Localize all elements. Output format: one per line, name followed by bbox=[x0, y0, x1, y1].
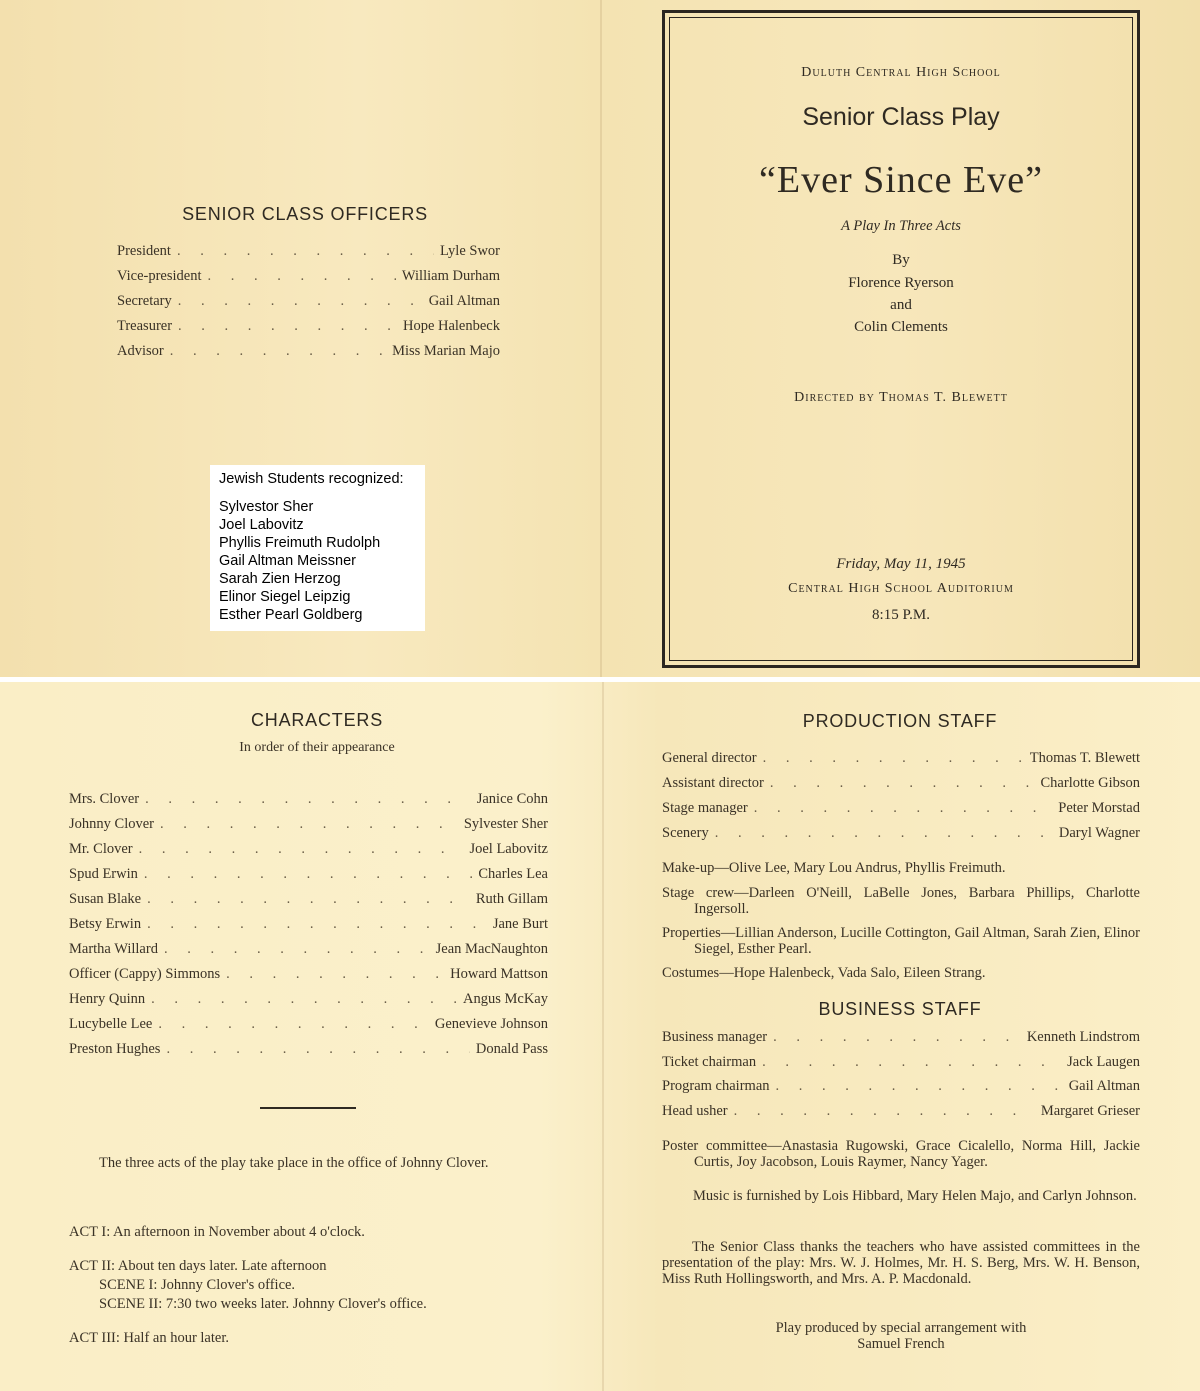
note-name: Elinor Siegel Leipzig bbox=[219, 589, 351, 605]
staff-role: Assistant director bbox=[662, 775, 764, 791]
staff-row bbox=[662, 1054, 1140, 1071]
character-name: Susan Blake bbox=[69, 891, 142, 907]
cast-row bbox=[69, 1016, 548, 1033]
cover-panel bbox=[662, 10, 1140, 668]
staff-row bbox=[662, 1078, 1140, 1095]
character-name: Henry Quinn bbox=[69, 991, 146, 1007]
note-name: Esther Pearl Goldberg bbox=[219, 607, 363, 623]
cast-row bbox=[69, 891, 548, 908]
cover-tagline: A Play In Three Acts bbox=[841, 218, 961, 234]
staff-role: Head usher bbox=[662, 1103, 728, 1119]
properties-credits: Properties—Lillian Anderson, Lucille Cottington, Gail Altman, Sarah Zien, Elinor Siegel, Esther Pearl. bbox=[662, 925, 1140, 957]
cover-venue: Central High School Auditorium bbox=[788, 581, 1014, 596]
staff-name: Charlotte Gibson bbox=[1040, 775, 1140, 791]
note-name: Sylvestor Sher bbox=[219, 499, 314, 515]
officer-role: President bbox=[117, 243, 171, 259]
actor-name: Angus McKay bbox=[463, 991, 548, 1007]
officer-row bbox=[117, 293, 500, 310]
program-outer-sheet bbox=[0, 0, 1200, 677]
note-name: Phyllis Freimuth Rudolph bbox=[219, 535, 381, 551]
staff-role: Scenery bbox=[662, 825, 709, 841]
actor-name: Jane Burt bbox=[492, 916, 548, 932]
actor-name: Charles Lea bbox=[478, 866, 548, 882]
act-2: ACT II: About ten days later. Late afternoon bbox=[69, 1258, 327, 1274]
officer-role: Vice-president bbox=[117, 268, 202, 284]
cover-title: “Ever Since Eve” bbox=[759, 159, 1043, 201]
characters-title: CHARACTERS bbox=[250, 710, 383, 730]
actor-name: Donald Pass bbox=[475, 1041, 548, 1057]
program-inner-sheet bbox=[0, 682, 1200, 1391]
cover-subtitle: Senior Class Play bbox=[802, 103, 1000, 131]
act-1: ACT I: An afternoon in November about 4 o'clock. bbox=[69, 1224, 365, 1240]
officer-role: Treasurer bbox=[117, 318, 173, 334]
actor-name: Genevieve Johnson bbox=[434, 1016, 548, 1032]
officer-row bbox=[117, 243, 500, 260]
note-title: Jewish Students recognized: bbox=[219, 471, 404, 487]
recognition-note bbox=[210, 465, 425, 631]
cast-row bbox=[69, 1041, 548, 1058]
cover-author: Florence Ryerson bbox=[848, 275, 954, 291]
cover-and: and bbox=[890, 297, 912, 313]
staff-name: Gail Altman bbox=[1068, 1078, 1140, 1094]
act-2-scene-1: SCENE I: Johnny Clover's office. bbox=[99, 1277, 296, 1293]
actor-name: Jean MacNaughton bbox=[435, 941, 548, 957]
music-credits: Music is furnished by Lois Hibbard, Mary Helen Majo, and Carlyn Johnson. bbox=[693, 1188, 1137, 1204]
note-name: Gail Altman Meissner bbox=[219, 553, 356, 569]
officer-name: Lyle Swor bbox=[439, 243, 500, 259]
fold-line bbox=[602, 682, 604, 1391]
cast-row bbox=[69, 791, 548, 808]
actor-name: Joel Labovitz bbox=[469, 841, 548, 857]
actor-name: Janice Cohn bbox=[476, 791, 548, 807]
staff-row bbox=[662, 775, 1140, 792]
poster-committee: Poster committee—Anastasia Rugowski, Grace Cicalello, Norma Hill, Jackie Curtis, Joy Jacobson, Louis Raymer, Nancy Yager. bbox=[662, 1138, 1140, 1170]
fold-line bbox=[600, 0, 602, 677]
staff-role: Business manager bbox=[662, 1029, 768, 1045]
character-name: Martha Willard bbox=[69, 941, 158, 957]
staff-row bbox=[662, 1103, 1140, 1120]
officer-name: Miss Marian Majo bbox=[392, 343, 500, 359]
setting-text: The three acts of the play take place in the office of Johnny Clover. bbox=[99, 1155, 489, 1171]
production-title: PRODUCTION STAFF bbox=[802, 711, 998, 731]
actor-name: Ruth Gillam bbox=[475, 891, 548, 907]
cast-row bbox=[69, 916, 548, 933]
staff-name: Jack Laugen bbox=[1067, 1054, 1140, 1070]
cast-row bbox=[69, 866, 548, 883]
characters-subtitle: In order of their appearance bbox=[239, 740, 395, 755]
character-name: Betsy Erwin bbox=[69, 916, 142, 932]
cast-row bbox=[69, 816, 548, 833]
cover-author: Colin Clements bbox=[854, 319, 948, 335]
staff-name: Margaret Grieser bbox=[1040, 1103, 1140, 1119]
staff-name: Peter Morstad bbox=[1058, 800, 1140, 816]
staff-role: Ticket chairman bbox=[662, 1054, 757, 1070]
character-name: Mrs. Clover bbox=[69, 791, 140, 807]
character-name: Johnny Clover bbox=[69, 816, 154, 832]
stage-crew-credits: Stage crew—Darleen O'Neill, LaBelle Jones, Barbara Phillips, Charlotte Ingersoll. bbox=[662, 885, 1140, 917]
staff-name: Daryl Wagner bbox=[1058, 825, 1140, 841]
officer-role: Secretary bbox=[117, 293, 172, 309]
cover-director: Directed by Thomas T. Blewett bbox=[794, 390, 1008, 405]
character-name: Mr. Clover bbox=[69, 841, 133, 857]
staff-name: Kenneth Lindstrom bbox=[1026, 1029, 1140, 1045]
section-divider bbox=[260, 1107, 356, 1109]
staff-row bbox=[662, 825, 1140, 842]
character-name: Lucybelle Lee bbox=[69, 1016, 153, 1032]
officers-title: SENIOR CLASS OFFICERS bbox=[182, 204, 428, 224]
cover-by: By bbox=[892, 252, 910, 268]
staff-role: Program chairman bbox=[662, 1078, 770, 1094]
officer-row bbox=[117, 268, 500, 285]
act-3: ACT III: Half an hour later. bbox=[69, 1330, 229, 1346]
note-name: Joel Labovitz bbox=[219, 517, 304, 533]
actor-name: Sylvester Sher bbox=[463, 816, 548, 832]
thanks-text: The Senior Class thanks the teachers who have assisted committees in the presentation of the play: Mrs. W. J. Holmes, Mr. H. S. Berg, Mrs. W. H. Benson, Miss Ruth Hollingsworth, and Mrs. A. P. Macdonald. bbox=[662, 1239, 1140, 1287]
cover-school: Duluth Central High School bbox=[801, 65, 1001, 80]
character-name: Officer (Cappy) Simmons bbox=[69, 966, 221, 982]
officer-row bbox=[117, 343, 500, 360]
note-name: Sarah Zien Herzog bbox=[219, 571, 341, 587]
arrangement-credit: Play produced by special arrangement with bbox=[775, 1320, 1027, 1336]
officer-role: Advisor bbox=[117, 343, 164, 359]
cover-time: 8:15 P.M. bbox=[872, 607, 930, 623]
makeup-credits: Make-up—Olive Lee, Mary Lou Andrus, Phyllis Freimuth. bbox=[662, 860, 1006, 876]
act-2-scene-2: SCENE II: 7:30 two weeks later. Johnny Clover's office. bbox=[99, 1296, 427, 1312]
cast-row bbox=[69, 841, 548, 858]
character-name: Spud Erwin bbox=[69, 866, 138, 882]
officer-row bbox=[117, 318, 500, 335]
staff-row bbox=[662, 1029, 1140, 1046]
cover-date: Friday, May 11, 1945 bbox=[836, 556, 966, 572]
publisher-credit: Samuel French bbox=[857, 1336, 945, 1352]
staff-row bbox=[662, 750, 1140, 767]
staff-row bbox=[662, 800, 1140, 817]
officer-name: Hope Halenbeck bbox=[402, 318, 500, 334]
officer-name: Gail Altman bbox=[428, 293, 500, 309]
staff-role: General director bbox=[662, 750, 757, 766]
cast-row bbox=[69, 991, 548, 1008]
character-name: Preston Hughes bbox=[69, 1041, 161, 1057]
officer-name: William Durham bbox=[401, 268, 500, 284]
costumes-credits: Costumes—Hope Halenbeck, Vada Salo, Eileen Strang. bbox=[662, 965, 986, 981]
cast-row bbox=[69, 966, 548, 983]
cast-row bbox=[69, 941, 548, 958]
staff-name: Thomas T. Blewett bbox=[1029, 750, 1140, 766]
staff-role: Stage manager bbox=[662, 800, 748, 816]
business-title: BUSINESS STAFF bbox=[818, 999, 982, 1019]
actor-name: Howard Mattson bbox=[450, 966, 548, 982]
